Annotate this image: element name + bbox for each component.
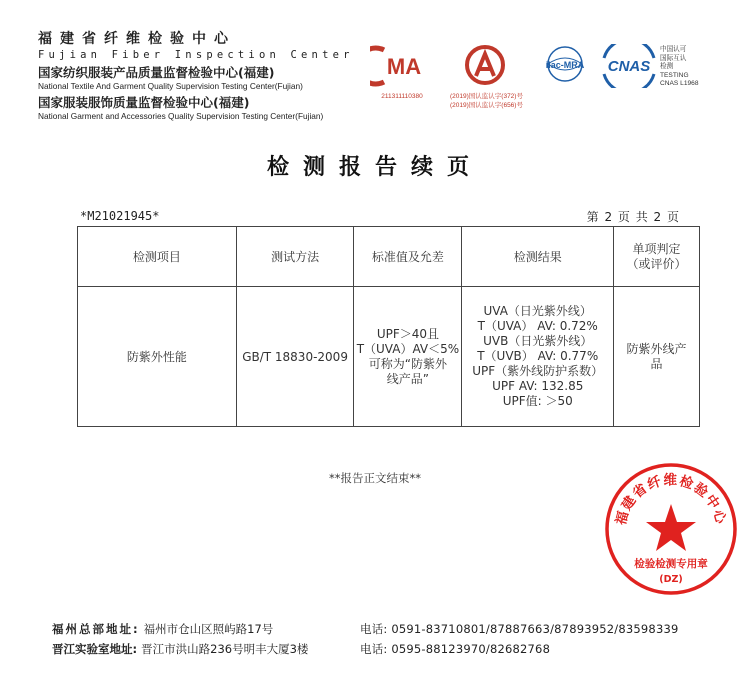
report-title: 检测报告续页: [266, 155, 483, 180]
cnas-description: 中国认可 国际互认 检测 TESTING CNAS L1968: [660, 46, 699, 88]
header-test-item: 检测项目: [78, 227, 237, 287]
cell-test-item: 防紫外性能: [78, 287, 237, 427]
center2-name-cn: 国家服装服饰质量监督检验中心(福建): [38, 95, 250, 110]
results-table: [77, 226, 700, 427]
header-result: 检测结果: [462, 227, 614, 287]
center2-name-en: National Garment and Accessories Quality Supervision Testing Center(Fujian): [38, 111, 324, 121]
cell-test-method: GB/T 18830-2009: [236, 287, 354, 427]
cell-verdict: 防紫外线产 品: [614, 287, 700, 427]
center1-name-cn: 国家纺织服装产品质量监督检验中心(福建): [38, 65, 275, 80]
svg-text:检验检测专用章: 检验检测专用章: [634, 558, 708, 570]
svg-text:(DZ): (DZ): [659, 574, 683, 585]
ilac-mra-icon: [536, 44, 594, 88]
hq-phone: 电话: 0591-83710801/87887663/87893952/83598339: [360, 622, 679, 636]
letterhead: [38, 30, 358, 122]
cma-mark-icon: [370, 44, 434, 88]
lab-address: 晋江市洪山路236号明丰大厦3楼: [141, 642, 309, 656]
cal-caption-1: (2019)国认监认字(372)号: [450, 93, 523, 100]
cell-standard: UPF＞40且 T（UVA）AV＜5% 可称为“防紫外 线产品”: [354, 287, 462, 427]
report-end-mark: **报告正文结束**: [329, 471, 421, 485]
official-seal-stamp: [602, 460, 740, 598]
svg-text:ilac-MRA: ilac-MRA: [545, 60, 585, 70]
footer-contacts: [52, 621, 732, 661]
cma-logo: [370, 44, 434, 101]
org-name-cn: 福建省纤维检验中心: [38, 31, 236, 47]
lab-contact-row: [52, 641, 732, 661]
ilac-logo: [536, 44, 594, 92]
page-indicator: 第 2 页 共 2 页: [586, 210, 680, 224]
header-verdict: 单项判定 （或评价）: [614, 227, 700, 287]
lab-phone: 电话: 0595-88123970/82682768: [360, 642, 551, 656]
hq-address-label: 福州总部地址:: [52, 622, 140, 636]
center1-name-en: National Textile And Garment Quality Supervision Testing Center(Fujian): [38, 81, 303, 91]
cal-caption-2: (2019)国认监认字(656)号: [450, 102, 523, 109]
table-row: [78, 287, 700, 427]
org-name-en: Fujian Fiber Inspection Center: [38, 49, 354, 61]
svg-text:CNAS: CNAS: [607, 58, 651, 75]
svg-text:福建省纤维检验中心: 福建省纤维检验中心: [613, 472, 729, 527]
lab-address-label: 晋江实验室地址:: [52, 642, 138, 656]
cal-logo: [450, 44, 523, 110]
hq-address: 福州市仓山区照屿路17号: [143, 622, 274, 636]
table-header-row: [78, 227, 700, 287]
cell-result: UVA（日光紫外线） T（UVA） AV: 0.72% UVB（日光紫外线） T（UVB） AV: 0.77% UPF（紫外线防护系数） UPF AV: 132.85 UPF值: ＞50: [462, 287, 614, 427]
accreditation-logos: [366, 44, 716, 114]
svg-text:MA: MA: [386, 54, 422, 79]
hq-contact-row: [52, 621, 732, 641]
header-test-method: 测试方法: [236, 227, 354, 287]
header-standard: 标准值及允差: [354, 227, 462, 287]
cnas-mark-icon: [598, 44, 660, 88]
report-number: *M21021945*: [80, 209, 160, 223]
cma-number: 211311110380: [381, 93, 423, 100]
seal-star-icon: [646, 504, 696, 551]
cnas-logo: [598, 44, 716, 92]
cal-mark-icon: [450, 44, 520, 88]
